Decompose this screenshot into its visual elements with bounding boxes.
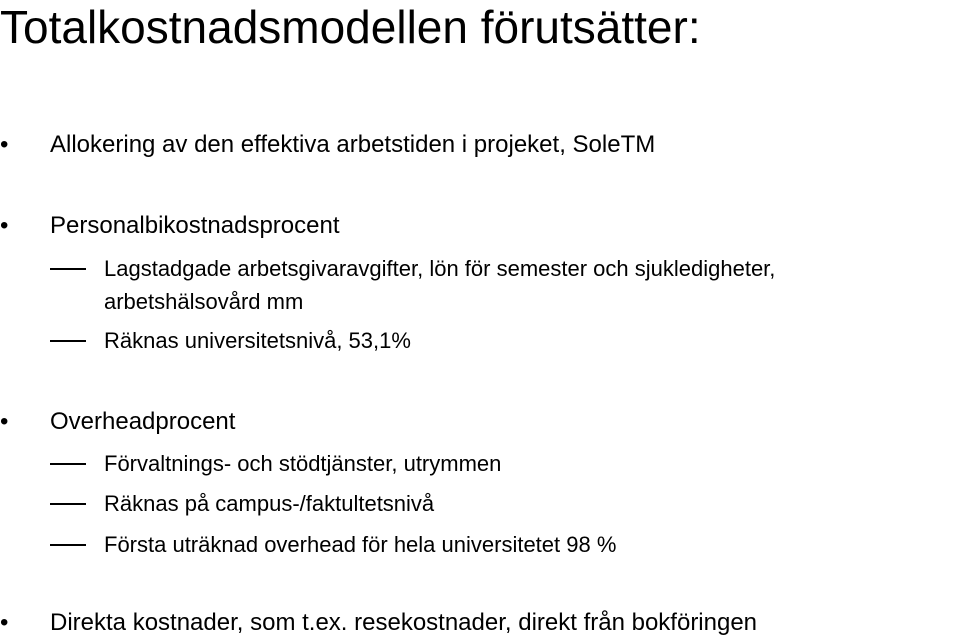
bullet-marker: •: [0, 212, 9, 239]
sub-bullet-text: Lagstadgade arbetsgivaravgifter, lön för semester och sjukledigheter,: [104, 256, 776, 281]
sub-bullet-text: Första uträknad overhead för hela universitetet 98 %: [104, 532, 617, 557]
dash-marker: [50, 544, 86, 546]
dash-marker: [50, 463, 86, 465]
slide-title: Totalkostnadsmodellen förutsätter:: [0, 1, 701, 53]
dash-marker: [50, 503, 86, 505]
dash-marker: [50, 340, 86, 342]
bullet-marker: •: [0, 131, 9, 158]
bullet-marker: •: [0, 609, 9, 636]
sub-bullet-text: Räknas på campus-/faktultetsnivå: [104, 491, 435, 516]
bullet-text: Personalbikostnadsprocent: [50, 212, 340, 239]
dash-marker: [50, 268, 86, 270]
sub-bullet-text: Räknas universitetsnivå, 53,1%: [104, 328, 411, 353]
sub-bullet-continuation: arbetshälsovård mm: [104, 289, 304, 314]
bullet-text: Overheadprocent: [50, 408, 236, 435]
bullet-text: Allokering av den effektiva arbetstiden i projeket, SoleTM: [50, 131, 656, 158]
bullet-marker: •: [0, 408, 9, 435]
bullet-text: Direkta kostnader, som t.ex. resekostnader, direkt från bokföringen: [50, 609, 758, 636]
sub-bullet-text: Förvaltnings- och stödtjänster, utrymmen: [104, 451, 502, 476]
